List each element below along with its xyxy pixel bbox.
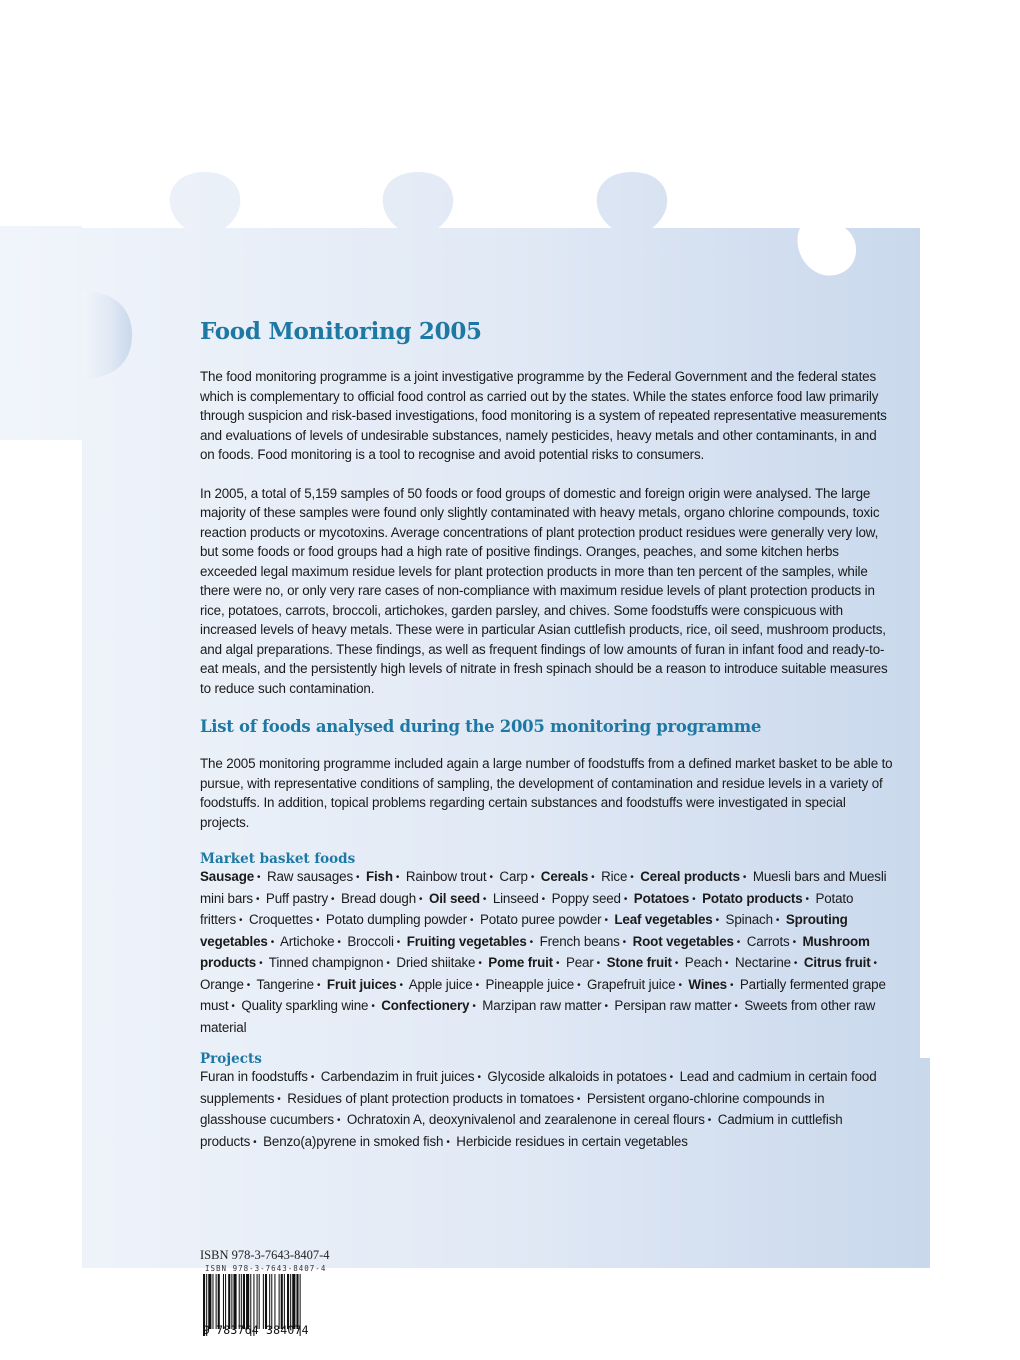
food-group: Potato products — [702, 890, 803, 906]
projects-heading: Projects — [200, 1051, 262, 1067]
bullet-separator: • — [669, 1072, 673, 1083]
food-item: Peach — [684, 955, 723, 970]
barcode-bar — [243, 1274, 245, 1329]
project-item: Carbendazim in fruit juices — [320, 1069, 475, 1084]
barcode-bar — [218, 1274, 220, 1329]
list-paragraph: The 2005 monitoring programme included again a large number of foodstuffs from a defined market basket to be able to pursue, with representative conditions of sampling, the development of contamination and residue levels in a variety of foodstuffs. In addition, topical problems regarding certain substances and foodstuffs were investigated in special projects. — [200, 756, 893, 830]
bullet-separator: • — [259, 958, 263, 969]
bullet-separator: • — [270, 936, 275, 948]
bullet-separator: • — [395, 872, 400, 883]
bullet-separator: • — [470, 915, 474, 926]
project-item: Residues of plant protection products in tomatoes — [287, 1090, 574, 1106]
bullet-separator: • — [622, 936, 627, 948]
food-group: Fruit juices — [326, 976, 397, 992]
bullet-separator: • — [472, 1001, 476, 1012]
food-group: Confectionery — [381, 998, 470, 1013]
food-item: Persipan raw matter — [614, 998, 732, 1013]
bullet-separator: • — [396, 936, 401, 948]
barcode-bar — [269, 1274, 270, 1329]
barcode-isbn-text: ISBN 978-3-7643-8407-4 — [205, 1264, 327, 1273]
intro-paragraph-2: In 2005, a total of 5,159 samples of 50 foods or food groups of domestic and foreign origin were analysed. The large majority of these samples were found only slightly contaminated with heavy metals, organo chlorine compounds, toxic reaction products or mycotoxins. Average concentrations of plant protection product residues were generally very low, but some foods or food groups had a high rate of positive findings. Oranges, peaches, and some kitchen herbs exceeded legal maximum residue levels for plant protection products in more than ten percent of the samples, while there were no, or only very rare cases of non-compliance with maximum residue levels of plant protection products in rice, potatoes, carrots, broccoli, artichokes, garden parsley, and chives. Some foodstuffs were conspicuous with increased levels of heavy metals. These were in particular Asian cuttlefish products, rice, oil seed, mushroom products, and algal preparations. These findings, as well as frequent findings of low amounts of furan in infant food and ready-to-eat meals, and the persistently high levels of nitrate in fresh spinach should be a reason to introduce suitable measures to reduce such contamination. — [200, 485, 888, 696]
project-item: Furan in foodstuffs — [200, 1069, 308, 1084]
project-item: Cadmium in cuttlefish products — [200, 1112, 843, 1149]
page-title: Food Monitoring 2005 — [200, 318, 482, 345]
bullet-separator: • — [596, 958, 600, 969]
isbn-label: ISBN 978-3-7643-8407-4 — [200, 1248, 330, 1262]
bullet-separator: • — [336, 1115, 341, 1126]
bullet-separator: • — [623, 893, 628, 905]
barcode-bar — [259, 1274, 260, 1329]
barcode-bar — [265, 1274, 267, 1329]
bullet-separator: • — [255, 893, 260, 905]
barcode-bar — [292, 1274, 295, 1329]
bullet-separator: • — [239, 915, 243, 926]
food-item: Potato puree powder — [479, 912, 602, 927]
bullet-separator: • — [529, 936, 533, 948]
food-item: Broccoli — [347, 933, 394, 949]
document-body — [200, 318, 894, 1167]
food-item: Rice — [601, 869, 628, 884]
food-group: Cereal products — [640, 869, 740, 884]
barcode-bar — [279, 1274, 280, 1329]
food-item: Puff pastry — [265, 890, 329, 906]
food-item: Partially fermented grape must — [200, 976, 886, 1013]
food-group: Pome fruit — [488, 955, 553, 970]
barcode-bar — [239, 1274, 240, 1329]
bullet-separator: • — [478, 958, 482, 969]
barcode-bar — [287, 1274, 289, 1329]
project-item: Benzo(a)pyrene in smoked fish — [263, 1133, 444, 1149]
bullet-separator: • — [337, 936, 341, 948]
barcode-bar — [225, 1274, 226, 1329]
food-group: Fish — [365, 869, 393, 884]
barcode-digit-first: 9 — [203, 1323, 211, 1337]
barcode-bar — [257, 1274, 258, 1329]
food-item: Croquettes — [248, 912, 313, 927]
barcode-bar — [223, 1274, 224, 1329]
barcode-digits — [203, 1323, 309, 1337]
food-item: Quality sparkling wine — [241, 998, 369, 1013]
bullet-separator: • — [541, 893, 546, 905]
bullet-separator: • — [805, 893, 809, 905]
food-item: Tinned champignon — [268, 955, 384, 970]
intro-paragraph-1: The food monitoring programme is a joint investigative programme by the Federal Government and the federal states which is complementary to official food control as carried out by the states. While the states enforce food law primarily through suspicion and risk-based investigations, food monitoring is a system of repeated representative measurements and evaluations of levels of undesirable substances, namely pesticides, heavy metals and other contaminants, in and on foods. Food monitoring is a tool to recognise and avoid potential risks to consumers. — [200, 369, 887, 462]
barcode-bar — [271, 1274, 272, 1329]
food-item: Carrots — [746, 933, 790, 949]
food-item: Nectarine — [734, 955, 791, 970]
food-item: Pineapple juice — [485, 976, 575, 992]
bullet-separator: • — [792, 936, 796, 948]
bullet-separator: • — [253, 1136, 257, 1148]
bullet-separator: • — [556, 958, 560, 969]
bullet-separator: • — [246, 979, 251, 991]
bullet-separator: • — [316, 979, 321, 991]
food-group: Leaf vegetables — [614, 912, 713, 927]
bullet-separator: • — [734, 1001, 738, 1012]
food-item: Spinach — [725, 912, 773, 927]
food-item: Muesli bars and Muesli mini bars — [200, 869, 887, 906]
food-group: Sausage — [200, 869, 255, 884]
food-item: Apple juice — [408, 976, 473, 992]
food-group: Root vegetables — [632, 933, 734, 949]
barcode-bar — [263, 1274, 264, 1329]
bullet-separator: • — [446, 1136, 450, 1148]
food-group: Cereals — [540, 869, 589, 884]
bullet-separator: • — [386, 958, 390, 969]
barcode-bar — [274, 1274, 275, 1329]
food-group: Sprouting vegetables — [200, 912, 848, 949]
barcode-bar — [281, 1274, 283, 1329]
food-item: Rainbow trout — [405, 869, 487, 884]
project-item: Glycoside alkaloids in potatoes — [487, 1069, 667, 1084]
bullet-separator: • — [277, 1093, 281, 1105]
barcode-bar — [212, 1274, 213, 1329]
bullet-separator: • — [678, 979, 682, 991]
bullet-separator: • — [371, 1001, 375, 1012]
food-item: Marzipan raw matter — [482, 998, 602, 1013]
bullet-separator: • — [692, 893, 696, 905]
food-item: Dried shiitake — [396, 955, 476, 970]
bullet-separator: • — [530, 872, 535, 883]
food-item: Poppy seed — [551, 890, 621, 906]
bullet-separator: • — [707, 1115, 712, 1126]
bullet-separator: • — [477, 1072, 481, 1083]
barcode-bar — [290, 1274, 291, 1329]
barcode-bar — [216, 1274, 217, 1329]
food-group: Oil seed — [428, 890, 480, 906]
food-item: French beans — [539, 933, 620, 949]
food-group: Stone fruit — [606, 955, 672, 970]
food-group: Fruiting vegetables — [406, 933, 527, 949]
bullet-separator: • — [604, 1001, 608, 1012]
bullet-separator: • — [729, 979, 734, 991]
food-item: Orange — [200, 976, 244, 992]
bullet-separator: • — [482, 893, 487, 905]
food-item: Potato dumpling powder — [325, 912, 468, 927]
bullet-separator: • — [725, 958, 729, 969]
food-item: Grapefruit juice — [587, 976, 676, 992]
food-item: Potato fritters — [200, 890, 854, 927]
bullet-separator: • — [419, 893, 423, 905]
food-item: Carp — [499, 869, 528, 884]
food-group: Potatoes — [633, 890, 690, 906]
bullet-separator: • — [793, 958, 798, 969]
bullet-separator: • — [331, 893, 335, 905]
bullet-separator: • — [399, 979, 403, 991]
food-group: Mushroom products — [200, 933, 870, 970]
bullet-separator: • — [736, 936, 741, 948]
food-item: Tangerine — [256, 976, 314, 992]
bullet-separator: • — [604, 915, 608, 926]
barcode-bar — [231, 1274, 232, 1329]
barcode-bar — [228, 1274, 230, 1329]
bullet-separator: • — [715, 915, 719, 926]
bullet-separator: • — [257, 872, 261, 883]
bullet-separator: • — [315, 915, 320, 926]
projects-list — [200, 1067, 894, 1153]
project-item: Ochratoxin A, deoxynivalenol and zearalenone in cereal flours — [346, 1112, 705, 1127]
barcode-bar — [233, 1274, 236, 1329]
food-item: Bread dough — [340, 890, 417, 906]
food-item: Raw sausages — [266, 869, 353, 884]
project-item: Lead and cadmium in certain food supplements — [200, 1069, 877, 1106]
barcode-bar — [284, 1274, 285, 1329]
bullet-separator: • — [775, 915, 780, 926]
market-basket-heading: Market basket foods — [200, 851, 356, 867]
food-group: Wines — [688, 976, 727, 992]
bullet-separator: • — [591, 872, 595, 883]
bullet-separator: • — [873, 958, 877, 969]
market-basket-list — [200, 867, 894, 1037]
bullet-separator: • — [475, 979, 479, 991]
bullet-separator: • — [356, 872, 360, 883]
list-subtitle: List of foods analysed during the 2005 monitoring programme — [200, 717, 762, 736]
food-item: Linseed — [492, 890, 539, 906]
project-item: Herbicide residues in certain vegetables — [456, 1133, 688, 1149]
barcode-bar — [241, 1274, 242, 1329]
food-group: Citrus fruit — [803, 955, 871, 970]
barcode-digits-rest: 783764 384074 — [216, 1323, 309, 1337]
barcode-bar — [208, 1274, 211, 1329]
food-item: Sweets from other raw material — [200, 998, 876, 1035]
bullet-separator: • — [576, 1093, 581, 1105]
food-item: Artichoke — [279, 933, 335, 949]
bullet-separator: • — [742, 872, 747, 883]
bullet-separator: • — [577, 979, 581, 991]
food-item: Pear — [565, 955, 594, 970]
project-item: Persistent organo-chlorine compounds in glasshouse cucumbers — [200, 1090, 825, 1127]
bullet-separator: • — [630, 872, 634, 883]
barcode-bar — [296, 1274, 298, 1329]
bullet-separator: • — [489, 872, 493, 883]
bullet-separator: • — [310, 1072, 315, 1083]
bullet-separator: • — [231, 1001, 235, 1012]
barcode-bar — [246, 1274, 249, 1329]
bullet-separator: • — [674, 958, 679, 969]
